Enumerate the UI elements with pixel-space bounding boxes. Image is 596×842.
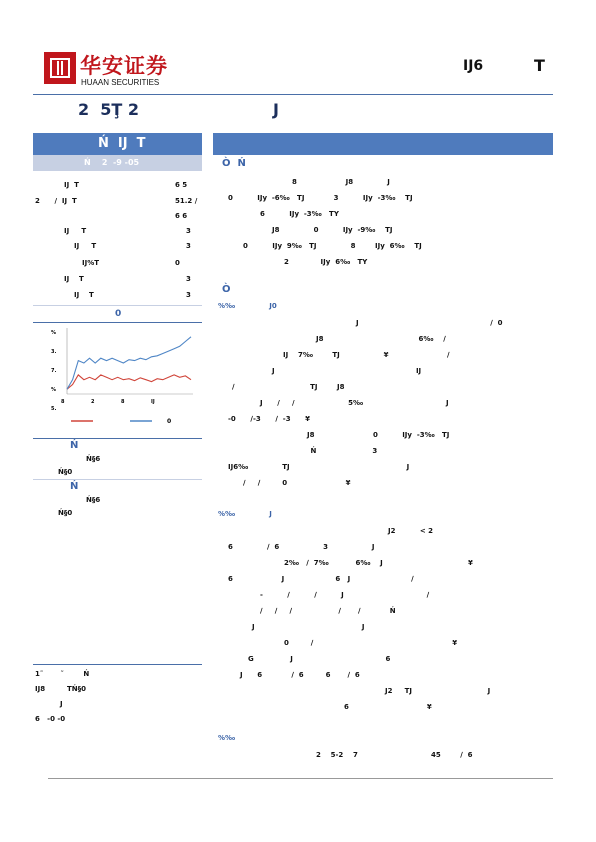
left-panel-date: Ń 2 -9 -05 bbox=[84, 158, 140, 167]
text-line: J J bbox=[252, 623, 365, 631]
x-tick-label: 2 bbox=[91, 399, 95, 405]
text-line: J8 6‰ ∕ bbox=[316, 335, 446, 343]
text-line: J8 0 IJy -9‰ TJ bbox=[272, 226, 393, 234]
footer-line-1: 1˜ ˜ Ń bbox=[35, 670, 90, 678]
y-tick-label: 7. bbox=[51, 368, 57, 374]
text-line: 0 IJy 9‰ TJ 8 IJy 6‰ TJ bbox=[243, 242, 422, 250]
legend-label-stock: 0 bbox=[167, 418, 172, 425]
text-line: -0 ∕-3 ∕ -3 ¥ bbox=[228, 415, 311, 423]
left-panel-title: Ń IJ T bbox=[98, 136, 146, 151]
analyst-1-id: Ń§0 bbox=[58, 468, 73, 476]
text-line: 2 5-2 7 45 ∕ 6 bbox=[316, 751, 473, 759]
text-line: 0 ∕ ¥ bbox=[284, 639, 458, 647]
x-tick-label: IJ bbox=[151, 399, 155, 405]
page-bottom-divider bbox=[48, 778, 553, 779]
analyst-1-title: Ń bbox=[70, 440, 79, 451]
text-line: J 6 ∕ 6 6 ∕ 6 bbox=[240, 671, 360, 679]
y-tick-label: % bbox=[51, 330, 57, 336]
text-line: J8 0 IJy -3‰ TJ bbox=[307, 431, 450, 439]
footer-divider bbox=[33, 664, 202, 665]
report-title-mark: J bbox=[273, 100, 279, 119]
text-line: ∕ ∕ 0 ¥ bbox=[243, 479, 351, 487]
text-line: J2 TJ J bbox=[385, 687, 491, 695]
text-line: J / / 5‰ J bbox=[260, 399, 449, 407]
chart-title-divider bbox=[33, 305, 202, 306]
subsection-2-heading: %‰ J bbox=[218, 510, 272, 518]
y-tick-label: % bbox=[51, 387, 57, 393]
header-code: IJ6 bbox=[463, 58, 484, 74]
text-line: 2‰ ∕ 7‰ 6‰ J ¥ bbox=[284, 559, 473, 567]
subsection-1-heading: %‰ J0 bbox=[218, 302, 277, 310]
text-line: 2 IJy 6‰ TY bbox=[284, 258, 368, 266]
text-line: IJ 7‰ TJ ¥ ∕ bbox=[283, 351, 450, 359]
chart-top-divider bbox=[33, 322, 202, 323]
table-row-value: 3 bbox=[186, 242, 191, 250]
table-row-label: IJ T bbox=[64, 227, 87, 235]
analyst-divider-2 bbox=[33, 479, 202, 480]
price-chart bbox=[33, 324, 202, 430]
analyst-2-id: Ń§0 bbox=[58, 509, 73, 517]
table-row-label: IJ T bbox=[74, 242, 97, 250]
text-line: 0 IJy -6‰ TJ 3 IJy -3‰ TJ bbox=[228, 194, 413, 202]
x-tick-label: 8 bbox=[121, 399, 125, 405]
text-line: - ∕ ∕ J ∕ bbox=[260, 591, 430, 599]
table-row-value: 0 bbox=[175, 259, 180, 267]
table-row-value: 3 bbox=[186, 227, 191, 235]
text-line: ∕ TJ J8 bbox=[232, 383, 345, 391]
table-row-label: IJ%T bbox=[82, 259, 99, 267]
right-panel-header bbox=[213, 133, 553, 155]
y-tick-label: 5. bbox=[51, 406, 57, 412]
section-2-heading: Ò bbox=[222, 284, 231, 295]
header-mark: T bbox=[534, 56, 545, 75]
x-tick-label: 8 bbox=[61, 399, 65, 405]
text-line: Ń 3 bbox=[252, 447, 378, 455]
text-line: 6 J 6 J ∕ bbox=[228, 575, 414, 583]
table-row-label: IJ T bbox=[64, 181, 79, 189]
text-line: J IJ bbox=[272, 367, 422, 375]
table-row-label: 2 / IJ T bbox=[35, 197, 77, 205]
section-3-heading: %‰ bbox=[218, 734, 236, 742]
chart-title: 0 bbox=[115, 309, 122, 319]
text-line: 6 ¥ bbox=[344, 703, 432, 711]
header-divider bbox=[33, 94, 553, 95]
analyst-2-title: Ń bbox=[70, 481, 79, 492]
table-row-value: 6 5 bbox=[175, 181, 188, 189]
analyst-1-name: Ń§6 bbox=[86, 455, 101, 463]
text-line: G J 6 bbox=[248, 655, 391, 663]
logo-en-text: HUAAN SECURITIES bbox=[81, 78, 160, 87]
table-row-value: 3 bbox=[186, 291, 191, 299]
y-tick-label: 3. bbox=[51, 349, 57, 355]
analyst-divider-1 bbox=[33, 438, 202, 439]
table-row-label: IJ T bbox=[64, 275, 84, 283]
report-title: 2 5Ţ 2 bbox=[78, 100, 140, 119]
table-row-value: 51.2 / bbox=[175, 197, 198, 205]
text-line: ∕ ∕ ∕ ∕ ∕ Ń bbox=[260, 607, 396, 615]
analyst-2-name: Ń§6 bbox=[86, 496, 101, 504]
text-line: 8 J8 J bbox=[292, 178, 390, 186]
text-line: 6 ∕ 6 3 J bbox=[228, 543, 375, 551]
section-1-heading: Ò Ń bbox=[222, 158, 246, 169]
text-line: IJ6‰ TJ J bbox=[228, 463, 410, 471]
table-row-label: IJ T bbox=[74, 291, 94, 299]
table-row-value: 6 6 bbox=[175, 212, 188, 220]
text-line: J2 < 2 bbox=[388, 527, 434, 535]
footer-line-3: J bbox=[60, 700, 63, 708]
text-line: J ∕ 0 bbox=[356, 319, 503, 327]
table-row-value: 3 bbox=[186, 275, 191, 283]
company-logo-icon bbox=[44, 52, 76, 84]
footer-line-2: IJ8 TŃ§0 bbox=[35, 685, 87, 693]
text-line: 6 IJy -3‰ TY bbox=[260, 210, 339, 218]
footer-line-4: 6 -0 -0 bbox=[35, 715, 66, 723]
logo-cn-text: 华安证券 bbox=[80, 53, 168, 78]
